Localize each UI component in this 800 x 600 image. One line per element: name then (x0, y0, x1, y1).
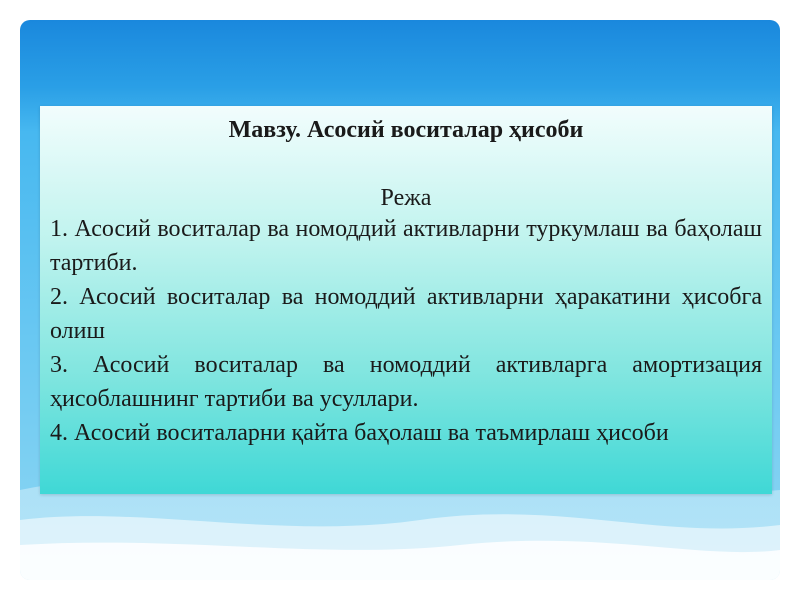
plan-item-2: 2. Асосий воситалар ва номоддий активларни ҳаракатини ҳисобга олиш (50, 284, 762, 344)
slide-title: Мавзу. Асосий воситалар ҳисоби (228, 117, 584, 143)
plan-item-4: 4. Асосий воситаларни қайта баҳолаш ва таъмирлаш ҳисоби (50, 420, 669, 446)
plan-item-3: 3. Асосий воситалар ва номоддий активларга амортизация ҳисоблашнинг тартиби ва усуллари. (50, 352, 762, 412)
content-box (40, 106, 772, 494)
plan-heading: Режа (380, 185, 432, 211)
plan-item-1: 1. Асосий воситалар ва номоддий активларни туркумлаш ва баҳолаш тартиби. (50, 216, 762, 276)
